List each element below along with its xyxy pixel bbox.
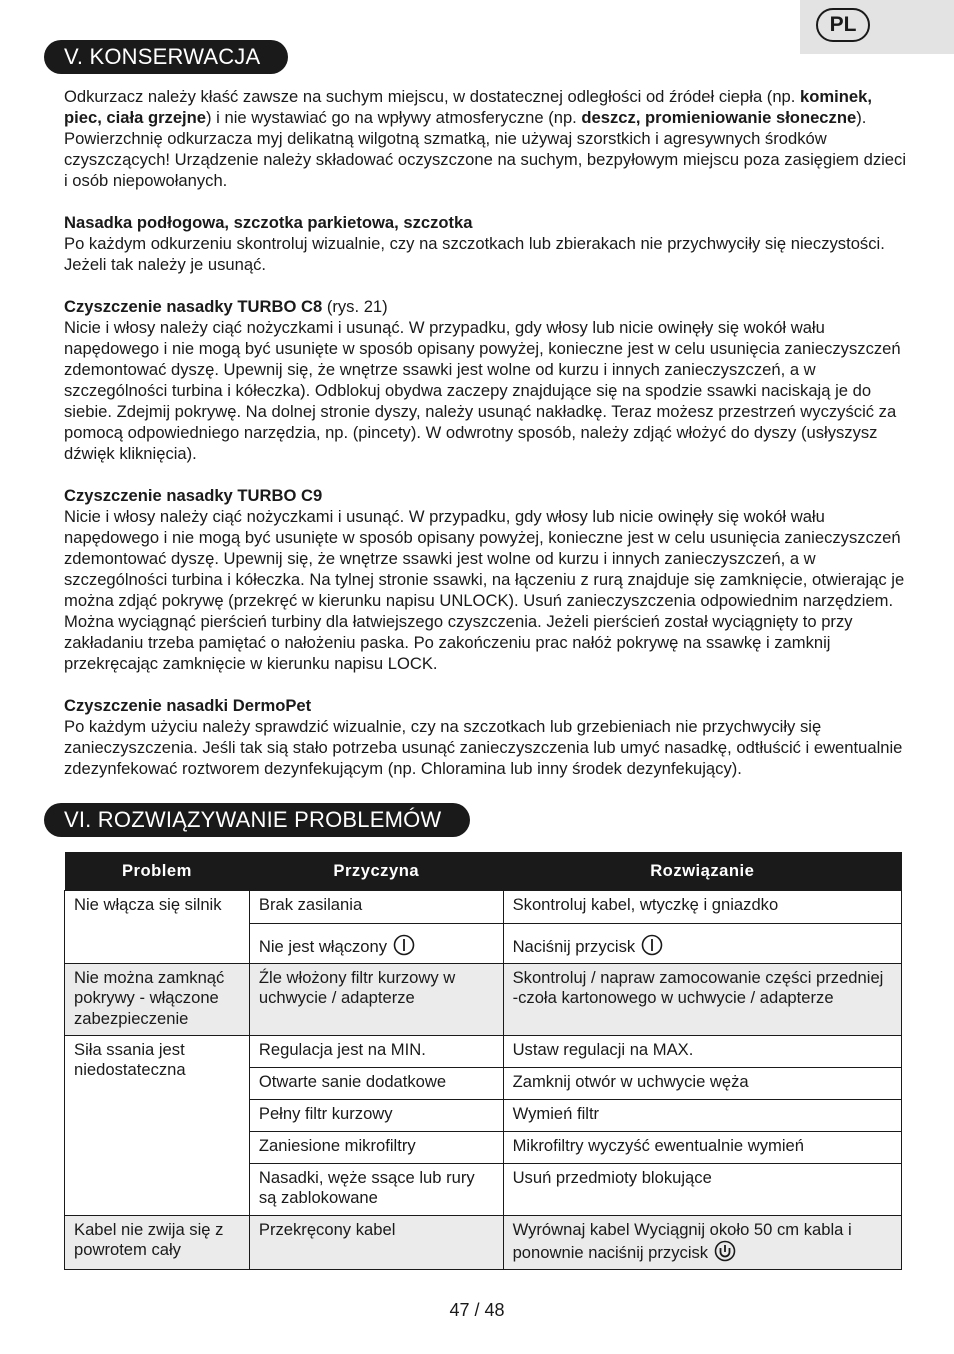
turbo-c9-text: Nicie i włosy należy ciąć nożyczkami i usunąć. W przypadku, gdy włosy lub nicie owinęły się wokół wału napędowego i nie mogą być usunięte w sposób opisany powyżej, konieczne jest w celu usunięcia zanieczyszczeń zdemontować dyszę. Upewnij się, że wnętrze ssawki jest wolne od kurzu i innych zanieczyszczeń, a w szczególności turbina i kółeczka. Na tylnej stronie ssawki, na łączeniu z rurą znajduje się zamknięcie, otwierając je można zdjąć pokrywę (przekręć w kierunku napisu UNLOCK). Usuń zanieczyszczenia odpowiednim narzędziem. Można wyciągnąć pierścień turbiny dla łatwiejszego czyszczenia. Jeżeli pierścień został wyciągnięty to przy zakładaniu trzeba pamiętać o nałożeniu paska. Po zakończeniu prac nałóż pokrywę na ssawkę i zamknij przekręcając zamknięcie w kierunku napisu LOCK.: [64, 507, 905, 673]
column-header-cause: Przyczyna: [249, 852, 503, 891]
cause-cell: Źle włożony filtr kurzowy w uchwycie / adapterze: [249, 963, 503, 1035]
section-header-rozwiazywanie: VI. ROZWIĄZYWANIE PROBLEMÓW: [44, 803, 470, 837]
solution-cell: Usuń przedmioty blokujące: [503, 1163, 901, 1215]
floor-nozzle-heading: Nasadka podłogowa, szczotka parkietowa, szczotka: [64, 213, 473, 232]
solution-cell: Wyrównaj kabel Wyciągnij około 50 cm kabla i ponownie naciśnij przycisk: [503, 1215, 901, 1269]
column-header-problem: Problem: [65, 852, 250, 891]
solution-cell: Zamknij otwór w uchwycie węża: [503, 1067, 901, 1099]
cause-cell: Przekręcony kabel: [249, 1215, 503, 1269]
problem-cell: Kabel nie zwija się z powrotem cały: [65, 1215, 250, 1269]
column-header-solution: Rozwiązanie: [503, 852, 901, 891]
cause-cell: Pełny filtr kurzowy: [249, 1099, 503, 1131]
intro-paragraph: Odkurzacz należy kłaść zawsze na suchym miejscu, w dostatecznej odległości od źródeł ciepła (np. kominek, piec, ciała grzejne) i nie wystawiać go na wpływy atmosferyczne (np. deszcz, promieniowanie słoneczne). Powierzchnię odkurzacza myj delikatną wilgotną szmatką, nie używaj szorstkich i agresywnych środków czyszczących! Urządzenie należy składować oczyszczone na suchym, bezpyłowym miejscu poza zasięgiem dzieci i osób niepowołanych.: [64, 87, 907, 190]
solution-cell: Skontroluj kabel, wtyczkę i gniazdko: [503, 891, 901, 924]
table-row: [65, 1035, 902, 1067]
turbo-c8-heading: Czyszczenie nasadky TURBO C8 (rys. 21): [64, 297, 388, 316]
solution-cell: Mikrofiltry wyczyść ewentualnie wymień: [503, 1131, 901, 1163]
troubleshooting-table: [64, 852, 902, 1270]
solution-cell: Skontroluj / napraw zamocowanie części przedniej -czoła kartonowego w uchwycie / adapterze: [503, 963, 901, 1035]
cause-cell: Nie jest włączony: [249, 924, 503, 964]
table-row: [65, 1215, 902, 1269]
language-badge: PL: [816, 8, 870, 42]
cause-cell: Zaniesione mikrofiltry: [249, 1131, 503, 1163]
power-icon: [393, 934, 415, 956]
dermopet-text: Po każdym użyciu należy sprawdzić wizualnie, czy na szczotkach lub grzebieniach nie przychwyciły się zanieczyszczenia. Jeśli tak sią stało potrzeba usunąć zanieczyszczenia lub umyć nasadkę, odtłuścić i ewentualnie zdezynfekować roztworem dezynfekującym (np. Chloramina lub inny środek dezynfekujący).: [64, 717, 903, 778]
power-icon: [641, 934, 663, 956]
table-header-row: [65, 852, 902, 891]
language-tab: [800, 0, 954, 54]
solution-cell: Ustaw regulacji na MAX.: [503, 1035, 901, 1067]
cause-cell: Regulacja jest na MIN.: [249, 1035, 503, 1067]
turbo-c9-heading: Czyszczenie nasadky TURBO C9: [64, 486, 323, 505]
cable-rewind-icon: [714, 1240, 736, 1262]
problem-cell: Nie włącza się silnik: [65, 891, 250, 964]
cause-cell: Nasadki, węże ssące lub rury są zablokowane: [249, 1163, 503, 1215]
table-row: [65, 891, 902, 924]
cause-cell: Otwarte sanie dodatkowe: [249, 1067, 503, 1099]
floor-nozzle-text: Po każdym odkurzeniu skontroluj wizualnie, czy na szczotkach lub zbierakach nie przychwyciły się nieczystości. Jeżeli tak należy je usunąć.: [64, 234, 885, 274]
page-number: 47 / 48: [449, 1300, 505, 1320]
problem-cell: Nie można zamknąć pokrywy - włączone zabezpieczenie: [65, 963, 250, 1035]
cause-cell: Brak zasilania: [249, 891, 503, 924]
konserwacja-body: [64, 86, 914, 779]
section-header-konserwacja: V. KONSERWACJA: [44, 40, 288, 74]
solution-cell: Naciśnij przycisk: [503, 924, 901, 964]
table-row: [65, 963, 902, 1035]
turbo-c8-text: Nicie i włosy należy ciąć nożyczkami i usunąć. W przypadku, gdy włosy lub nicie owinęły się wokół wału napędowego i nie mogą być usunięte w sposób opisany powyżej, konieczne jest w celu usunięcia zanieczyszczeń zdemontować dyszę. Upewnij się, że wnętrze ssawki jest wolne od kurzu i innych zanieczyszczeń, a w szczególności turbina i kółeczka). Odblokuj obydwa zaczepy znajdujące się na spodzie ssawki naciskają je do siebie. Zdejmij pokrywę. Na dolnej stronie dyszy, należy usunąć nakładkę. Teraz możesz przestrzeń wyczyścić za pomocą odpowiedniego narzędzia, np. (pincety). W odwrotny sposób, należy zdjąć włożyć do dyszy (usłyszysz dźwięk kliknięcia).: [64, 318, 901, 463]
problem-cell: Siła ssania jest niedostateczna: [65, 1035, 250, 1215]
dermopet-heading: Czyszczenie nasadki DermoPet: [64, 696, 312, 715]
solution-cell: Wymień filtr: [503, 1099, 901, 1131]
